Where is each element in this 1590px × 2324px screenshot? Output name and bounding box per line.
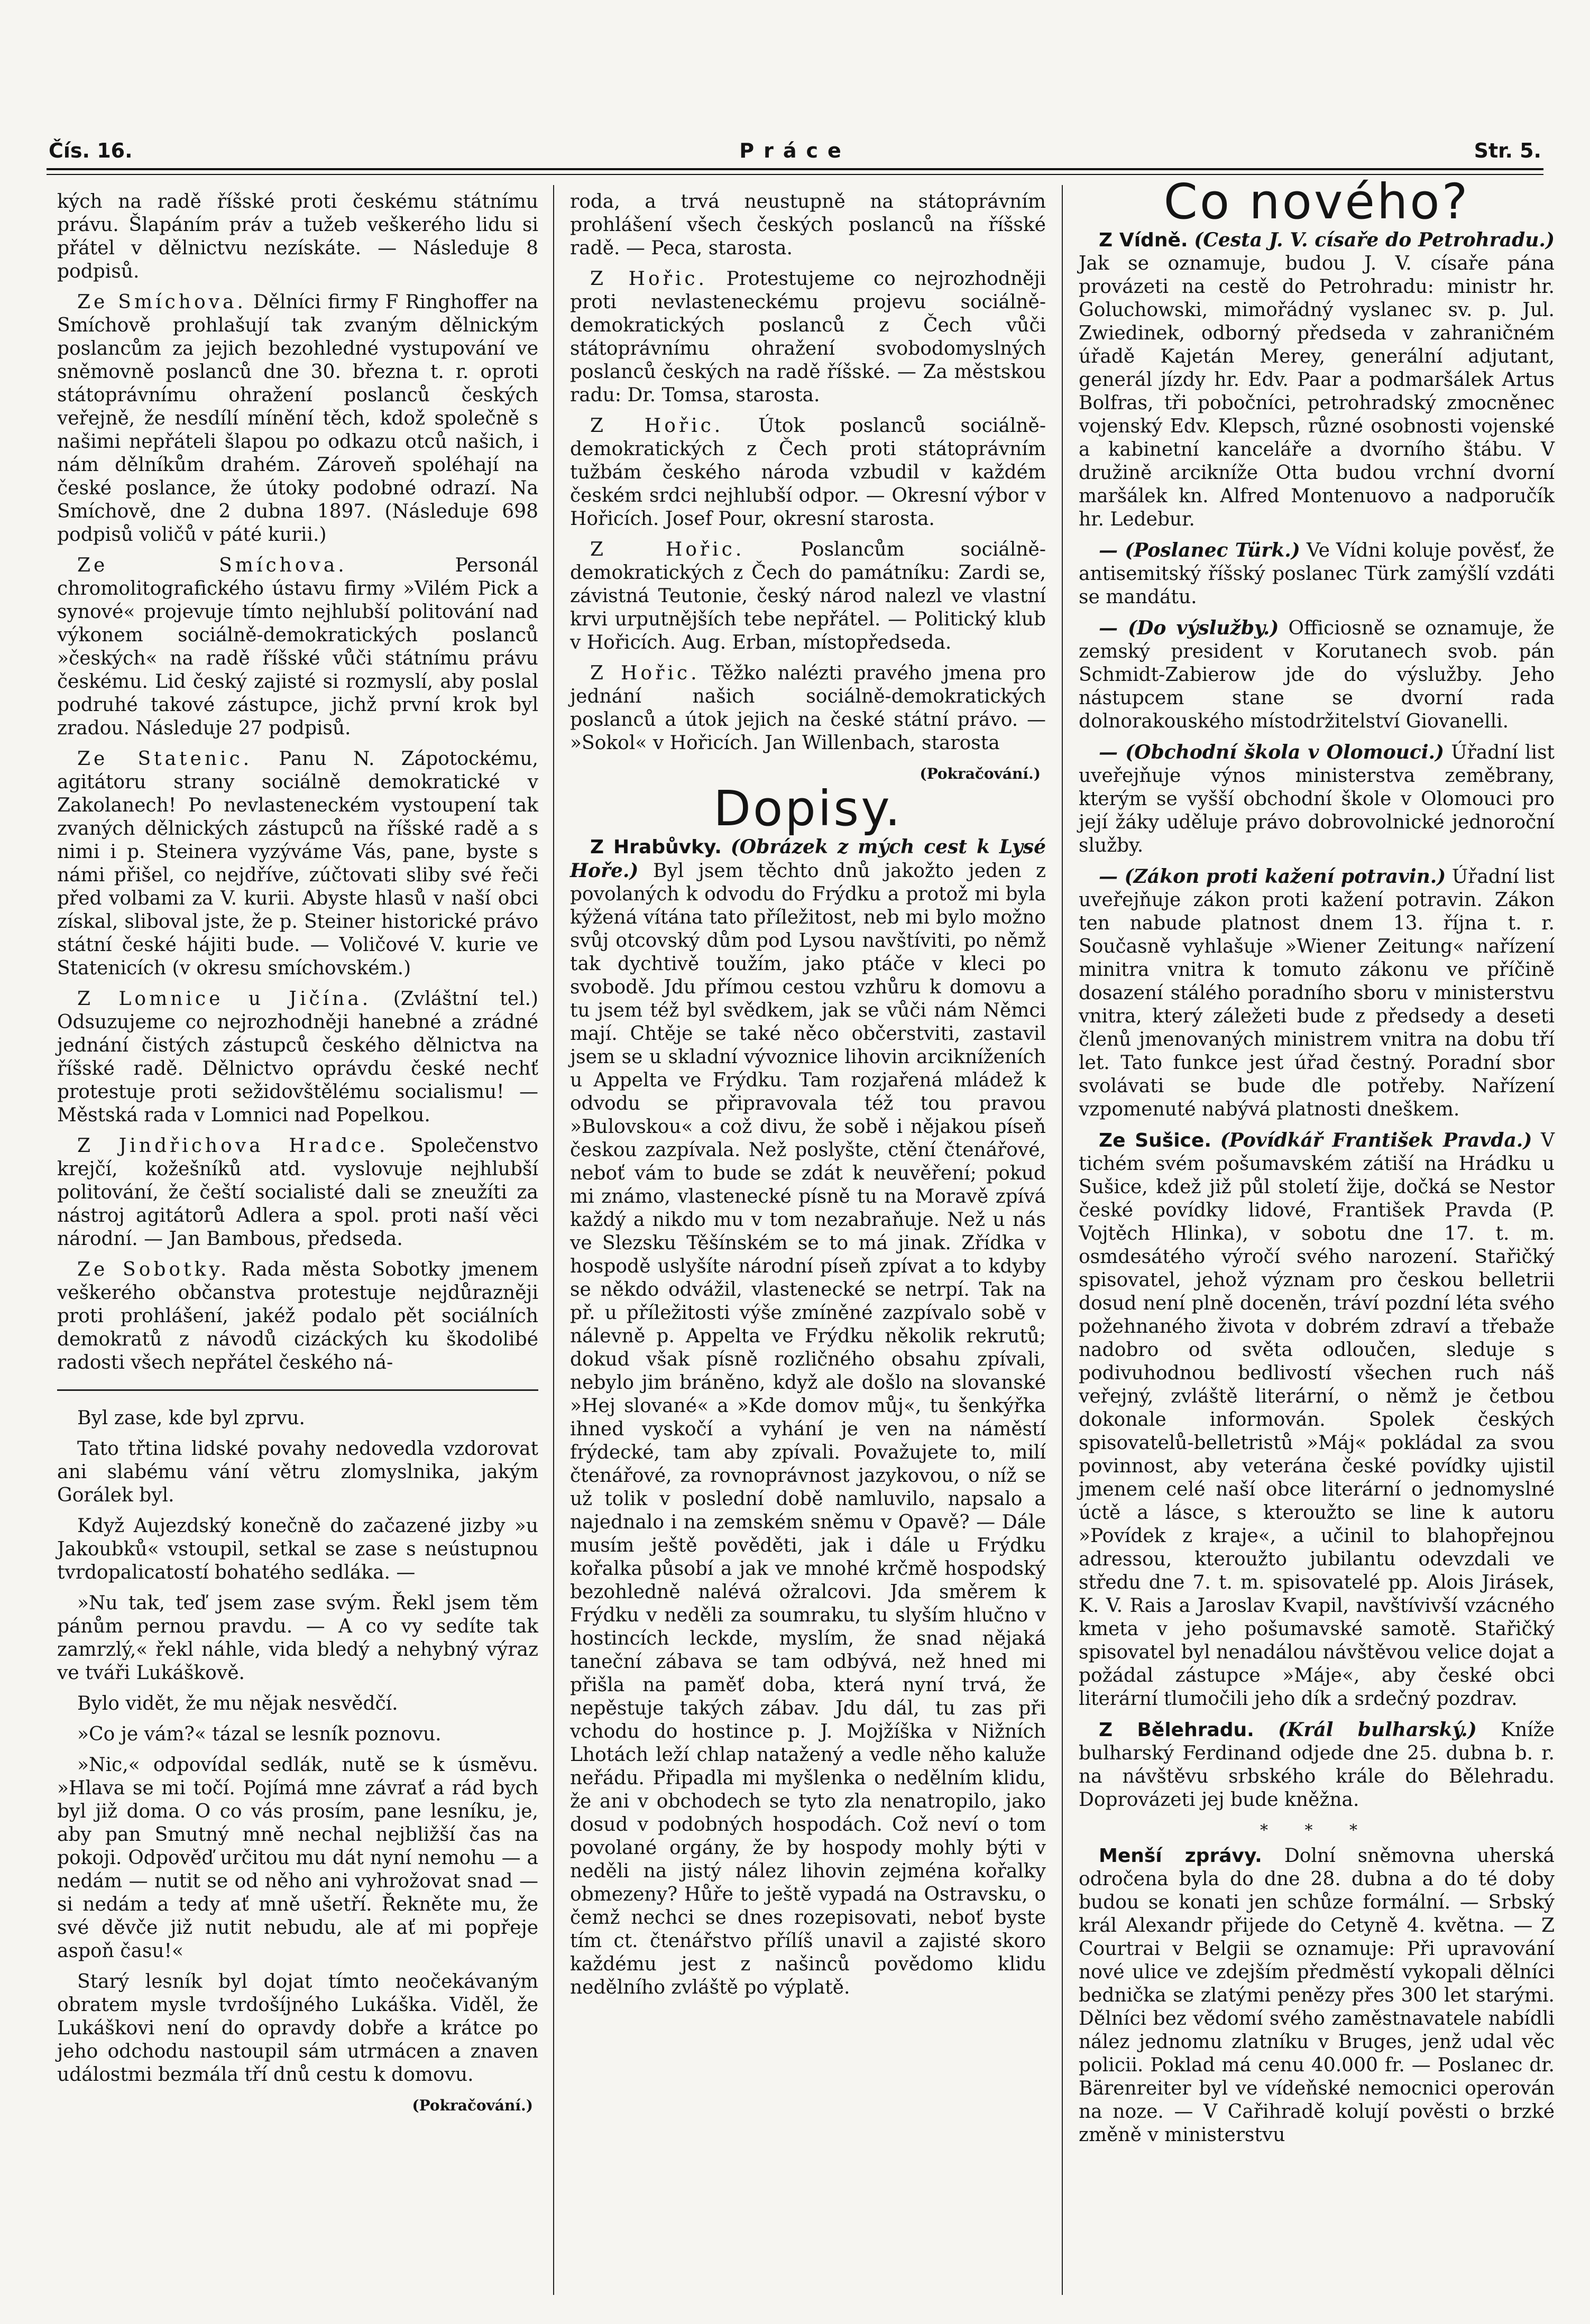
- article-paragraph: Ze Smíchova. Personál chromolitografického ústavu firmy »Vilém Pick a synové« projevuje tímto nejhlubší politování nad výkonem sociálně-demokratických poslanců »českých« na radě říšské vůči státnímu právu českému. Lid český zajisté si rozmyslí, aby poslal podruhé takové zástupce, jichž první krok byl zradou. Následuje 27 podpisů.: [57, 555, 538, 739]
- column-2: [570, 190, 1046, 2007]
- story-paragraph: Byl zase, kde byl zprvu.: [77, 1407, 305, 1429]
- column-3: [1079, 173, 1555, 2154]
- page-number: Str. 5.: [1474, 139, 1541, 162]
- section-stars: * * *: [1260, 1821, 1374, 1840]
- article-paragraph: Ze Smíchova. Dělníci firmy F Ringhoffer na Smíchově prohlašují tak zvaným dělnickým poslancům za jejich bezohledné vystupování ve sněmovně poslanců dne 30. března t. r. oproti státoprávnímu ohražení poslanců českých veřejně, že nesdílí mínění těch, kdož společně s našimi nepřáteli šlapou po odkazu otců našich, i nám dělníkům drahém. Zároveň spoléhají na české poslance, že útoky podobné odrazí. Na Smíchově, dne 2 dubna 1897. (Následuje 698 podpisů voličů v páté kurii.): [57, 291, 539, 546]
- story-paragraph: Bylo vidět, že mu nějak nesvědčí.: [77, 1693, 398, 1714]
- news-paragraph: — (Do výslužby.) Officiosně se oznamuje, že zemský president v Korutanech svob. pán Schmidt-Zabierow jde do výslužby. Jeho nástupcem stane se dvorní rada dolnorakouského místodržitelství Giovanelli.: [1079, 617, 1555, 732]
- article-paragraph: Z Hořic. Protestujeme co nejrozhodněji proti nevlasteneckému projevu sociálně-demokratických poslanců z Čech vůči státoprávnímu ohražení svobodomyslných poslanců českých na radě říšské. — Za městskou radu: Dr. Tomsa, starosta.: [570, 268, 1046, 406]
- continuation-note: (Pokračování.): [412, 2097, 533, 2114]
- continuation-note: (Pokračování.): [920, 765, 1041, 782]
- article-paragraph: Ze Sobotky. Rada města Sobotky jmenem veškerého občanstva protestuje nejdůrazněji proti prohlášení, jakéž podalo pět sociálních demokratů z návodů cizáckých ku škodolibé radosti všech nepřátel českého ná-: [57, 1259, 538, 1373]
- column-divider: [1062, 185, 1063, 2295]
- letter-paragraph: Z Hrabůvky. (Obrázek z mých cest k Lysé Hoře.) Byl jsem těchto dnů jakožto jeden z povolaných k odvodu do Frýdku a protož mi byla kýžená vítána tato příležitost, neb mi bylo možno svůj otcovský dům pod Lysou navštíviti, po němž tak dychtivě toužím, jako ptáče v kleci po svobodě. Jdu přímou cestou vzhůru k domovu a tu jsem též byl svědkem, jak se vůči nám Němci mají. Chtěje se také něco občerstviti, zastavil jsem se u skladní vývoznice lihovin arcikníženích u Appelta ve Frýdku. Tam rozjařená mládež k odvodu se připravovala též tou pravou »Bulovskou« a což divu, že sobě i nějakou píseň českou zazpívala. Než poslyšte, ctění čtenářové, neboť vám to bude se zdát k neuvěření; pokud mi známo, vlastenecké písně tu na Moravě zpívá každý a nikdo mu v tom nezabraňuje. Než u nás ve Slezsku Těšínském se to má jinak. Zřídka v hospodě uslyšíte národní píseň zpívat a to kdyby se někdo odvážil, vlastenecké se netrpí. Tak na př. u příležitosti výše zmíněné zazpívalo sobě v nálevně p. Appelta ve Frýdku několik rekrutů; dokud však písně rozličného obsahu zpívali, nebylo jim bráněno, když ale došlo na slovanské »Hej slované« a »Kde domov můj«, tu šenkýřka ihned vyskočí a vyhání je ven na náměstí frýdecké, tam aby zpívali. Považujete to, milí čtenářové, za rovnoprávnost jazykovou, o níž se už tolik v poslední době namluvilo, napsalo a najednalo i na zemském sněmu v Opavě? — Dále musím ještě pověděti, jak i dále u Frýdku kořalka působí a jak ve mnohé krčmě hospodský bezohledně nalévá ožralcovi. Jda směrem k Frýdku v neděli za soumraku, tu slyším hlučno v hostincích leckde, myslím, že snad nějaká taneční zábava se tam odbývá, než hned mi přišla na paměť doba, která nyní trvá, že nepěstuje takých zábav. Jdu dál, tu zas při vchodu do hostince p. J. Mojžíška v Nižních Lhotách leží chlap natažený a vedle něho kaluže neřádu. Připadla mi myšlenka o nedělním klidu, že ani v obchodech se tyto zla nenatropilo, jako dosud v podobných hospodách. Což neví o tom povolané orgány, že by hospody mohly býti v neděli na jistý nález lihovin zejména kořalky obmezeny? Hůře to ještě vypadá na Ostravsku, o čemž nechci se dnes rozepisovati, neboť byste tím ct. čtenářstvo přílíš unavil a zajisté skoro každému jest z našinců povědomo klidu nedělního zvláště po výplatě.: [570, 836, 1046, 1998]
- article-paragraph: Z Hořic. Těžko nalézti pravého jmena pro jednání našich sociálně-demokratických poslanců a útok jejich na české státní právo. — »Sokol« v Hořicích. Jan Willenbach, starosta: [570, 662, 1046, 754]
- article-paragraph: Z Hořic. Poslancům sociálně-demokratických z Čech do památníku: Zardi se, závistná Teutonie, český národ nalezl ve vlastní krvi urputnějších tebe nepřátel. — Politický klub v Hořicích. Aug. Erban, místopředseda.: [570, 539, 1046, 653]
- newspaper-title: Práce: [739, 139, 851, 162]
- column-divider: [553, 185, 554, 2295]
- news-paragraph: — (Zákon proti kažení potravin.) Úřadní list uveřejňuje zákon proti kažení potravin. Zákon ten nabude platnost dnem 13. října t. r. Současně vyhlašuje »Wiener Zeitung« nařízení minitra vnitra k tomuto zákonu ve příčině dosazení stálého poradního sboru v ministerstvu vnitra, který záležeti bude z předsedy a deseti členů jmenovaných ministrem vnitra na dobu tří let. Tato funkce jest úřad čestný. Poradní sbor svolávati se bude dle potřeby. Nařízení vzpomenuté nabývá platnosti dneškem.: [1079, 865, 1555, 1120]
- news-paragraph: — (Poslanec Türk.) Ve Vídni koluje pověsť, že antisemitský říšský poslanec Türk zamýšlí vzdáti se mandátu.: [1079, 539, 1555, 608]
- issue-number: Čís. 16.: [49, 139, 133, 162]
- news-paragraph: — (Obchodní škola v Olomouci.) Úřadní list uveřejňuje výnos ministerstva zeměbrany, kterým se vyšší obchodní škole v Olomouci pro její žáky uděluje právo dobrovolnické jednoroční služby.: [1079, 741, 1555, 856]
- article-paragraph: Z Jindřichova Hradce. Společenstvo krejčí, kožešníků atd. vyslovuje nejhlubší politování, že čeští socialisté dali se zneužíti za nástroj agitátorů Adlera a spol. proti naší věci národní. — Jan Bambous, předseda.: [57, 1135, 538, 1250]
- story-paragraph: »Nu tak, teď jsem zase svým. Řekl jsem těm pánům pernou pravdu. — A co vy sedíte tak zamrzlý,« řekl náhle, vida bledý a nehybný výraz ve tváři Lukáškově.: [57, 1592, 538, 1684]
- article-paragraph: roda, a trvá neustupně na státoprávním prohlášení všech českých poslanců na říšské radě. — Peca, starosta.: [570, 191, 1046, 259]
- article-paragraph: Ze Statenic. Panu N. Zápotockému, agitátoru strany sociálně demokratické v Zakolanech! Po nevlasteneckém vystoupení tak zvaných dělnických zástupců na říšské radě a s nimi i p. Steinera vyzýváme Vás, pane, byste s námi přišel, co nejdříve, zúčtovati sliby své řeči před volbami za V. kurii. Abyste hlasů v naší obci získal, sliboval jste, že p. Steiner historické právo státní české hájiti bude. — Voličové V. kurie ve Statenicích (v okresu smíchovském.): [57, 748, 538, 979]
- news-paragraph: Z Bělehradu. (Král bulharský.) Kníže bulharský Ferdinand odjede dne 25. dubna b. r. na návštěvu srbského krále do Bělehradu. Doprovázeti jej bude kněžna.: [1079, 1719, 1555, 1811]
- section-divider: [57, 1389, 538, 1391]
- section-heading-letters: Dopisy.: [713, 780, 903, 837]
- news-paragraph: Menší zprávy. Dolní sněmovna uherská odročena byla do dne 28. dubna a do té doby budou se konati jen schůze formální. — Srbský král Alexandr přijede do Cetyně 4. května. — Z Courtrai v Belgii se oznamuje: Při upravování nové ulice ve zdejším předměstí vykopali dělníci bednička se zlatými penězy přes 300 let starými. Dělníci bez vědomí svého zaměstnavatele nabídli nález jednomu zlatníku v Bruges, jenž udal věc policii. Poklad má cenu 40.000 fr. — Poslanec dr. Bärenreiter byl ve vídeňské nemocnici operován na noze. — V Cařihradě kolují pověsti o brzké změně v ministerstvu: [1079, 1845, 1555, 2146]
- article-paragraph: Z Lomnice u Jičína. (Zvláštní tel.) Odsuzujeme co nejrozhodněji hanebné a zrádné jednání čistých zástupců českého dělnictva na říšské radě. Dělnictvo oprávdu české nechť protestuje proti sežidovštělému socialismu! — Městská rada v Lomnici nad Popelkou.: [57, 988, 539, 1126]
- page-header: [49, 135, 1541, 168]
- article-paragraph: Z Hořic. Útok poslanců sociálně-demokratických z Čech proti státoprávním tužbám českého národa vzbudil v každém českém srdci nejhlubší odpor. — Okresní výbor v Hořicích. Josef Pour, okresní starosta.: [570, 415, 1046, 530]
- story-paragraph: »Co je vám?« tázal se lesník poznovu.: [77, 1723, 442, 1745]
- story-paragraph: »Nic,« odpovídal sedlák, nutě se k úsměvu. »Hlava se mi točí. Pojímá mne závrať a rád bych byl již doma. O co vás prosím, pane lesníku, je, aby pan Smutný mně nechal nejbližší čas na pokoji. Odpověď určitou mu dát nyní nemohu — a nedám — nutit se od něho ani vyhrožovat snad — si nedám a tedy ať mně ušetří. Řekněte mu, že své děvče již nutit nebudu, ale ať mi popřeje aspoň času!«: [57, 1754, 538, 1962]
- news-paragraph: Ze Sušice. (Povídkář František Pravda.) V tichém svém pošumavském zátiší na Hrádku u Sušice, kdež již půl století žije, dočká se Nestor české povídky lidové, František Pravda (P. Vojtěch Hlinka), v sobotu dne 17. t. m. osmdesátého výročí svého narození. Stařičký spisovatel, jehož význam pro českou belletrii dosud není plně doceněn, tráví pozdní léta svého požehnaného života v dobrém zdraví a třebaže nadobro od světa odloučen, sleduje s podivuhodnou bedlivostí všechen ruch náš veřejný, zvláště literární, o němž je četbou dokonale informován. Spolek českých spisovatelů-belletristů »Máj« pokládal za svou povinnost, aby veterána české povídky ujistil jmenem celé naší obce literární o jednomyslné úctě a lásce, s kteroužto se line k autoru »Povídek z kraje«, a učinil to blahopřejnou adressou, kteroužto jubilantu odevzdali ve středu dne 7. t. m. spisovatelé pp. Alois Jirásek, K. V. Rais a Jaroslav Kvapil, navštívivší vzácného kmeta v jeho pošumavské samotě. Stařičký spisovatel byl nenadálou návštěvou velice dojat a požádal zástupce »Máje«, aby české obci literární tlumočili jeho dík a srdečný pozdrav.: [1079, 1129, 1555, 1710]
- news-paragraph: Z Vídně. (Cesta J. V. císaře do Petrohradu.) Jak se oznamuje, budou J. V. císaře pána provázeti na cestě do Petrohradu: ministr hr. Goluchowski, mimořádný vyslanec sv. p. Jul. Zwiedinek, odborný předseda v zahraničném úřadě Kajetán Merey, generální adjutant, generál jízdy hr. Edv. Paar a podmaršálek Artus Bolfras, tři pobočníci, petrohradský zmocněnec vojenský Edv. Klepsch, různé osobnosti vojenské a kabinetní kanceláře a dvorního štábu. V družině arcikníže Otta budou vrchní dvorní maršálek kn. Alfred Montenuovo a nadporučík hr. Ledebur.: [1079, 229, 1555, 530]
- story-paragraph: Když Aujezdský konečně do začazené jizby »u Jakoubků« vstoupil, setkal se zase s neústupnou tvrdopalicatostí bohatého sedláka. —: [57, 1515, 538, 1583]
- section-heading-news: Co nového?: [1163, 173, 1470, 230]
- article-paragraph: kých na radě říšské proti českému státnímu právu. Šlapáním práv a tužeb veškerého lidu si přátel v dělnictvu nezískáte. — Následuje 8 podpisů.: [57, 191, 538, 282]
- story-paragraph: Tato třtina lidské povahy nedovedla vzdorovat ani slabému vání větru zlomyslnika, jakým Gorálek byl.: [57, 1438, 538, 1506]
- column-1: [57, 190, 538, 2123]
- story-paragraph: Starý lesník byl dojat tímto neočekávaným obratem mysle tvrdošíjného Lukáška. Viděl, že Lukáškovi není do opravdy dobře a krátce po jeho odchodu nastoupil sám utrmácen a znaven událostmi bezmála tří dnů cestu k domovu.: [57, 1971, 538, 2086]
